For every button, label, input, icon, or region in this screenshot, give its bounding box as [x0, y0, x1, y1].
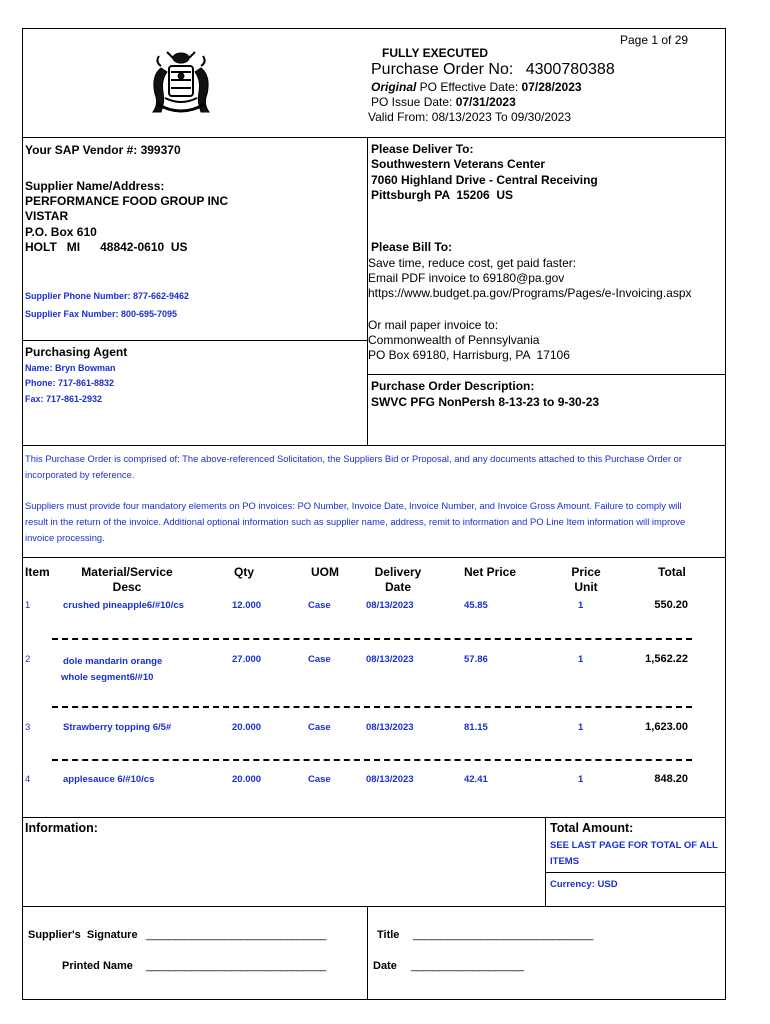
supplier-line2: VISTAR	[25, 209, 69, 223]
row-uom: Case	[308, 774, 331, 785]
bill-line4: Or mail paper invoice to:	[368, 318, 499, 332]
printed-name-field[interactable]: ________________________________	[146, 960, 326, 972]
po-number-label: Purchase Order No:	[371, 61, 514, 78]
agent-fax: Fax: 717-861-2932	[25, 394, 103, 404]
deliver-line3: Pittsburgh PA 15206 US	[371, 188, 514, 202]
row-net: 81.15	[464, 722, 488, 733]
issue-date: 07/31/2023	[455, 95, 516, 109]
page-number: Page 1 of 29	[620, 33, 689, 47]
supplier-signature-field[interactable]: ________________________________	[146, 929, 326, 941]
supplier-name: PERFORMANCE FOOD GROUP INC	[25, 194, 229, 208]
bill-line5: Commonwealth of Pennsylvania	[368, 333, 540, 347]
terms-paragraph-2: Suppliers must provide four mandatory elements on PO invoices: PO Number, Invoice Date, Invoice Number, and Invoice Gross Amount. Failure to comply will result in the return of the invoice. Additional optional information such as supplier name, address, remit to information and PO Line Item information will improve invoice processing.	[25, 500, 686, 543]
row-qty: 12.000	[232, 600, 262, 611]
description-text: SWVC PFG NonPersh 8-13-23 to 9-30-23	[371, 395, 600, 409]
issue-date-row	[371, 95, 516, 109]
row-item: 4	[25, 774, 31, 785]
divider-description	[367, 374, 726, 375]
row-desc: crushed pineapple6/#10/cs	[63, 600, 184, 611]
row-uom: Case	[308, 722, 331, 733]
bill-url[interactable]: https://www.budget.pa.gov/Programs/Pages/e-Invoicing.aspx	[368, 286, 692, 300]
sap-vendor-number: Your SAP Vendor #: 399370	[25, 143, 181, 157]
row-item: 1	[25, 600, 31, 611]
valid-dates: Valid From: 08/13/2023 To 09/30/2023	[368, 110, 572, 124]
row-net: 57.86	[464, 654, 488, 665]
po-number-row	[371, 61, 615, 79]
bill-heading: Please Bill To:	[371, 240, 453, 254]
effective-label: PO Effective Date:	[416, 80, 522, 94]
deliver-line2: 7060 Highland Drive - Central Receiving	[371, 173, 598, 187]
row-uom: Case	[308, 654, 331, 665]
supplier-phone: Supplier Phone Number: 877-662-9462	[25, 291, 190, 301]
row-total: 1,562.22	[645, 653, 688, 665]
effective-prefix: Original	[371, 80, 417, 94]
divider-terms	[22, 445, 726, 446]
divider-signature	[22, 906, 726, 907]
terms-paragraph-1: This Purchase Order is comprised of: The above-referenced Solicitation, the Suppliers Bid or Proposal, and any documents attached to this Purchase Order or incorporated by reference.	[25, 453, 682, 480]
col-header-uom: UOM	[311, 565, 339, 579]
col-header-material: Material/Service Desc	[81, 565, 173, 594]
supplier-line3: P.O. Box 610	[25, 225, 97, 239]
row-qty: 20.000	[232, 774, 262, 785]
bill-line6: PO Box 69180, Harrisburg, PA 17106	[368, 348, 570, 362]
supplier-signature-label: Supplier's Signature	[28, 929, 138, 941]
agent-name: Name: Bryn Bowman	[25, 363, 116, 373]
printed-name-label: Printed Name	[62, 960, 133, 972]
row-date: 08/13/2023	[366, 600, 414, 611]
row-unit: 1	[578, 654, 584, 665]
agent-heading: Purchasing Agent	[25, 345, 128, 359]
agent-phone: Phone: 717-861-8832	[25, 378, 115, 388]
effective-date: 07/28/2023	[521, 80, 582, 94]
row-separator	[52, 759, 692, 761]
divider-header	[22, 137, 726, 138]
bill-line1: Save time, reduce cost, get paid faster:	[368, 256, 577, 270]
row-separator	[52, 638, 692, 640]
total-amount-label: Total Amount:	[550, 821, 634, 835]
row-desc: Strawberry topping 6/5#	[63, 722, 172, 733]
col-header-net-price: Net Price	[464, 565, 517, 579]
col-header-delivery: Delivery Date	[374, 565, 422, 594]
currency: Currency: USD	[550, 879, 618, 890]
effective-date-row	[371, 80, 582, 94]
row-date: 08/13/2023	[366, 654, 414, 665]
po-number: 4300780388	[525, 61, 615, 78]
date-field[interactable]: ____________________	[411, 960, 524, 972]
divider-total-inner	[545, 872, 726, 873]
row-item: 2	[25, 654, 31, 665]
divider-info	[22, 817, 726, 818]
supplier-fax: Supplier Fax Number: 800-695-7095	[25, 309, 178, 319]
col-header-price-unit: Price Unit	[571, 565, 601, 594]
supplier-line4: HOLT MI 48842-0610 US	[25, 240, 188, 254]
issue-label: PO Issue Date:	[371, 95, 456, 109]
row-date: 08/13/2023	[366, 722, 414, 733]
divider-signature-vertical	[367, 906, 368, 1000]
row-net: 42.41	[464, 774, 488, 785]
bill-email[interactable]: Email PDF invoice to 69180@pa.gov	[368, 271, 565, 285]
deliver-line1: Southwestern Veterans Center	[371, 157, 546, 171]
row-qty: 27.000	[232, 654, 262, 665]
total-amount-note: SEE LAST PAGE FOR TOTAL OF ALL ITEMS	[550, 840, 718, 867]
description-heading: Purchase Order Description:	[371, 379, 535, 393]
po-status: FULLY EXECUTED	[382, 46, 489, 60]
date-label: Date	[373, 960, 397, 972]
title-label: Title	[377, 929, 400, 941]
row-unit: 1	[578, 600, 584, 611]
information-label: Information:	[25, 821, 98, 835]
divider-agent	[22, 340, 367, 341]
row-desc: applesauce 6/#10/cs	[63, 774, 155, 785]
row-total: 848.20	[654, 773, 688, 785]
row-item: 3	[25, 722, 31, 733]
title-field[interactable]: ________________________________	[413, 929, 593, 941]
row-uom: Case	[308, 600, 331, 611]
row-separator	[52, 706, 692, 708]
pennsylvania-seal-icon	[143, 48, 219, 118]
row-qty: 20.000	[232, 722, 262, 733]
row-net: 45.85	[464, 600, 488, 611]
row-date: 08/13/2023	[366, 774, 414, 785]
col-header-total: Total	[658, 565, 686, 579]
row-total: 1,623.00	[645, 721, 688, 733]
row-unit: 1	[578, 722, 584, 733]
row-total: 550.20	[654, 599, 688, 611]
col-header-qty: Qty	[234, 565, 255, 579]
divider-total-vertical	[545, 817, 546, 906]
deliver-heading: Please Deliver To:	[371, 142, 474, 156]
row-unit: 1	[578, 774, 584, 785]
supplier-heading: Supplier Name/Address:	[25, 179, 165, 193]
col-header-item: Item	[25, 565, 50, 579]
row-desc: dole mandarin orange whole segment6/#10	[61, 656, 163, 683]
divider-table	[22, 557, 726, 558]
